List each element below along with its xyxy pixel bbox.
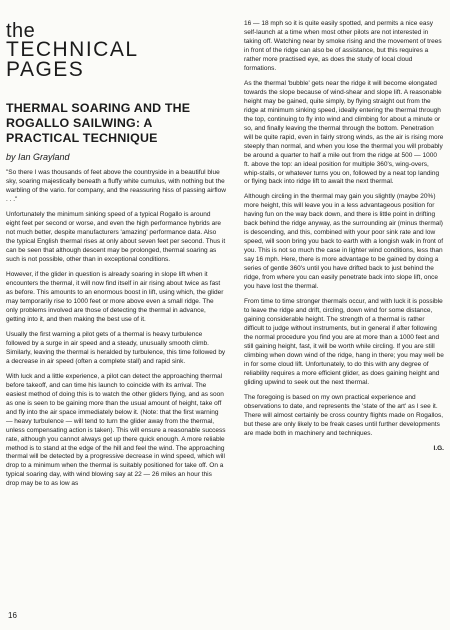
left-column — [6, 0, 226, 495]
paragraph-slope-lift: However, if the glider in question is already soaring in slope lift when it encounters the thermal, it will now find itself in air rising about twice as fast as before. This amounts to an enormous boost in lift, using which, the glider may temporarily rise to 1000 feet or more above even a small ridge. The only problems involved are those of detecting the thermal in advance, getting into it, and then making the best use of it. — [6, 271, 224, 323]
right-column — [244, 0, 444, 460]
page-number: 16 — [8, 611, 17, 620]
paragraph-first-warning: Usually the first warning a pilot gets of a thermal is heavy turbulence followed by a surge in air speed and a steady, unusually smooth climb. Similarly, leaving the thermal is heralded by turbulence, this time followed by a decrease in air speed (often a complete stall) and rapid sink. — [6, 330, 226, 365]
article-title: THERMAL SOARING AND THE ROGALLO SAILWING: A PRACTICAL TECHNIQUE — [6, 101, 191, 146]
paragraph-detection: With luck and a little experience, a pilot can detect the approaching thermal before takeoff, and can time his launch to coincide with its arrival. The easiest method of doing this is to watch the other gliders flying, and as soon as one is seen to be gaining more than the usual amount of height, take off and fly into the air space immediately below it. (Note: that the first warning — heavy turbulence — will tend to turn the glider away from the thermal, unless compensating action is taken). This will ensure a reasonable success rate, although you cannot always get up there quick enough. A more reliable method is to stand at the edge of the hill and feel the wind. The approaching thermal will be detected by a progressive decrease in wind speed, which will drop to a minimum when the thermal is suitably positioned for take off. On a typical soaring day, with wind blowing say at 22 — 26 miles an hour this drop may be to as low as — [6, 372, 226, 488]
left-column-body — [6, 169, 226, 489]
masthead-pages: PAGES — [6, 57, 85, 81]
right-column-body — [244, 20, 444, 454]
paragraph-circling: Although circling in the thermal may gain you slightly (maybe 20%) more height, this will leave you in a less advantageous position for having fun on the way back down, and there is little point in drifting back behind the ridge anyway, as the surrounding air (minus thermal) is descending, and this, combined with your poor sink rate and low speed, will soon bring you back to earth with a longish walk in front of you. This is not so much the case in lighter wind conditions, less than say 16 mph. Here, there is more advantage to be gained by doing a series of gentle 360's until you have drifted back to just behind the ridge, from where you can easily penetrate back into slope lift, once you have lost the thermal. — [244, 193, 444, 291]
article-byline: by Ian Grayland — [6, 152, 70, 163]
author-signoff: I.G. — [433, 444, 444, 452]
paragraph-stronger-thermals: From time to time stronger thermals occur, and with luck it is possible to leave the ridge and drift, circling, down wind for some distance, gaining considerable height. The strength of a thermal is rather difficult to judge without instruments, but in general if after following the normal procedure you find you are at more than a 1000 feet and still gaining height, fast, it will be worth while circling. If you are still climbing when down wind of the ridge, hang in there; you may well be in for some cloud lift. Unfortunately, to do this with any degree of reliability requires a more efficient glider, as does gaining height and gliding upwind to seek out the next thermal. — [244, 298, 444, 386]
paragraph-sink-rate: Unfortunately the minimum sinking speed of a typical Rogallo is around eight feet per second or worse, and even the high performance hybrids are not much better, despite manufacturers 'amazing' performance data. Also the typical English thermal rises at only about seven feet per second. Thus it can be seen that although descent may be prolonged, thermal soaring as such is not possible, other than in exceptional conditions. — [6, 211, 226, 264]
section-masthead — [6, 22, 226, 79]
paragraph-thermal-bubble: As the thermal 'bubble' gets near the ridge it will become elongated towards the slope because of wind-shear and slope lift. A reasonable height may be gained, quite simply, by flying straight out from the ridge at minimum sinking speed, ideally entering the thermal through the top, continuing to fly into wind and climbing for about a minute or so, and finally leaving the thermal through the bottom. Penetration will be quite rapid, even in fairly strong winds, as the air is rising more steeply than normal, and when you lose the thermal you will probably be around a quarter to half a mile out from the ridge at 500 — 1000 ft. above the top: an ideal position for multiple 360's, wing-overs, whip-stalls, or whatever turns you on, followed by a neat top landing or flying back into ridge lift to await the next thermal. — [244, 79, 444, 186]
masthead-technical: TECHNICAL — [6, 38, 139, 62]
masthead-the: the — [6, 20, 36, 42]
paragraph-continuation: 16 — 18 mph so it is quite easily spotted, and permits a nice easy self-launch at a time when most other pilots are not interested in taking off. Watching near by smoke rising and the movement of trees in front of the ridge can also be of assistance, but this requires a rather more practised eye, as does the study of local cloud formations. — [244, 20, 442, 72]
paragraph-conclusion: The foregoing is based on my own practical experience and observations to date, and represents the 'state of the art' as I see it. There will almost certainly be cross country flights made on Rogallos, but these are only likely to be freak cases until further developments are made both in machinery and techniques. — [244, 393, 444, 437]
paragraph-opening-quote: "So there I was thousands of feet above the countryside in a beautiful blue sky, soaring majestically beneath a fluffy white cumulus, with nothing but the warbling of the vario. for company, and the reassuring hiss of passing airflow . . ." — [6, 169, 226, 204]
